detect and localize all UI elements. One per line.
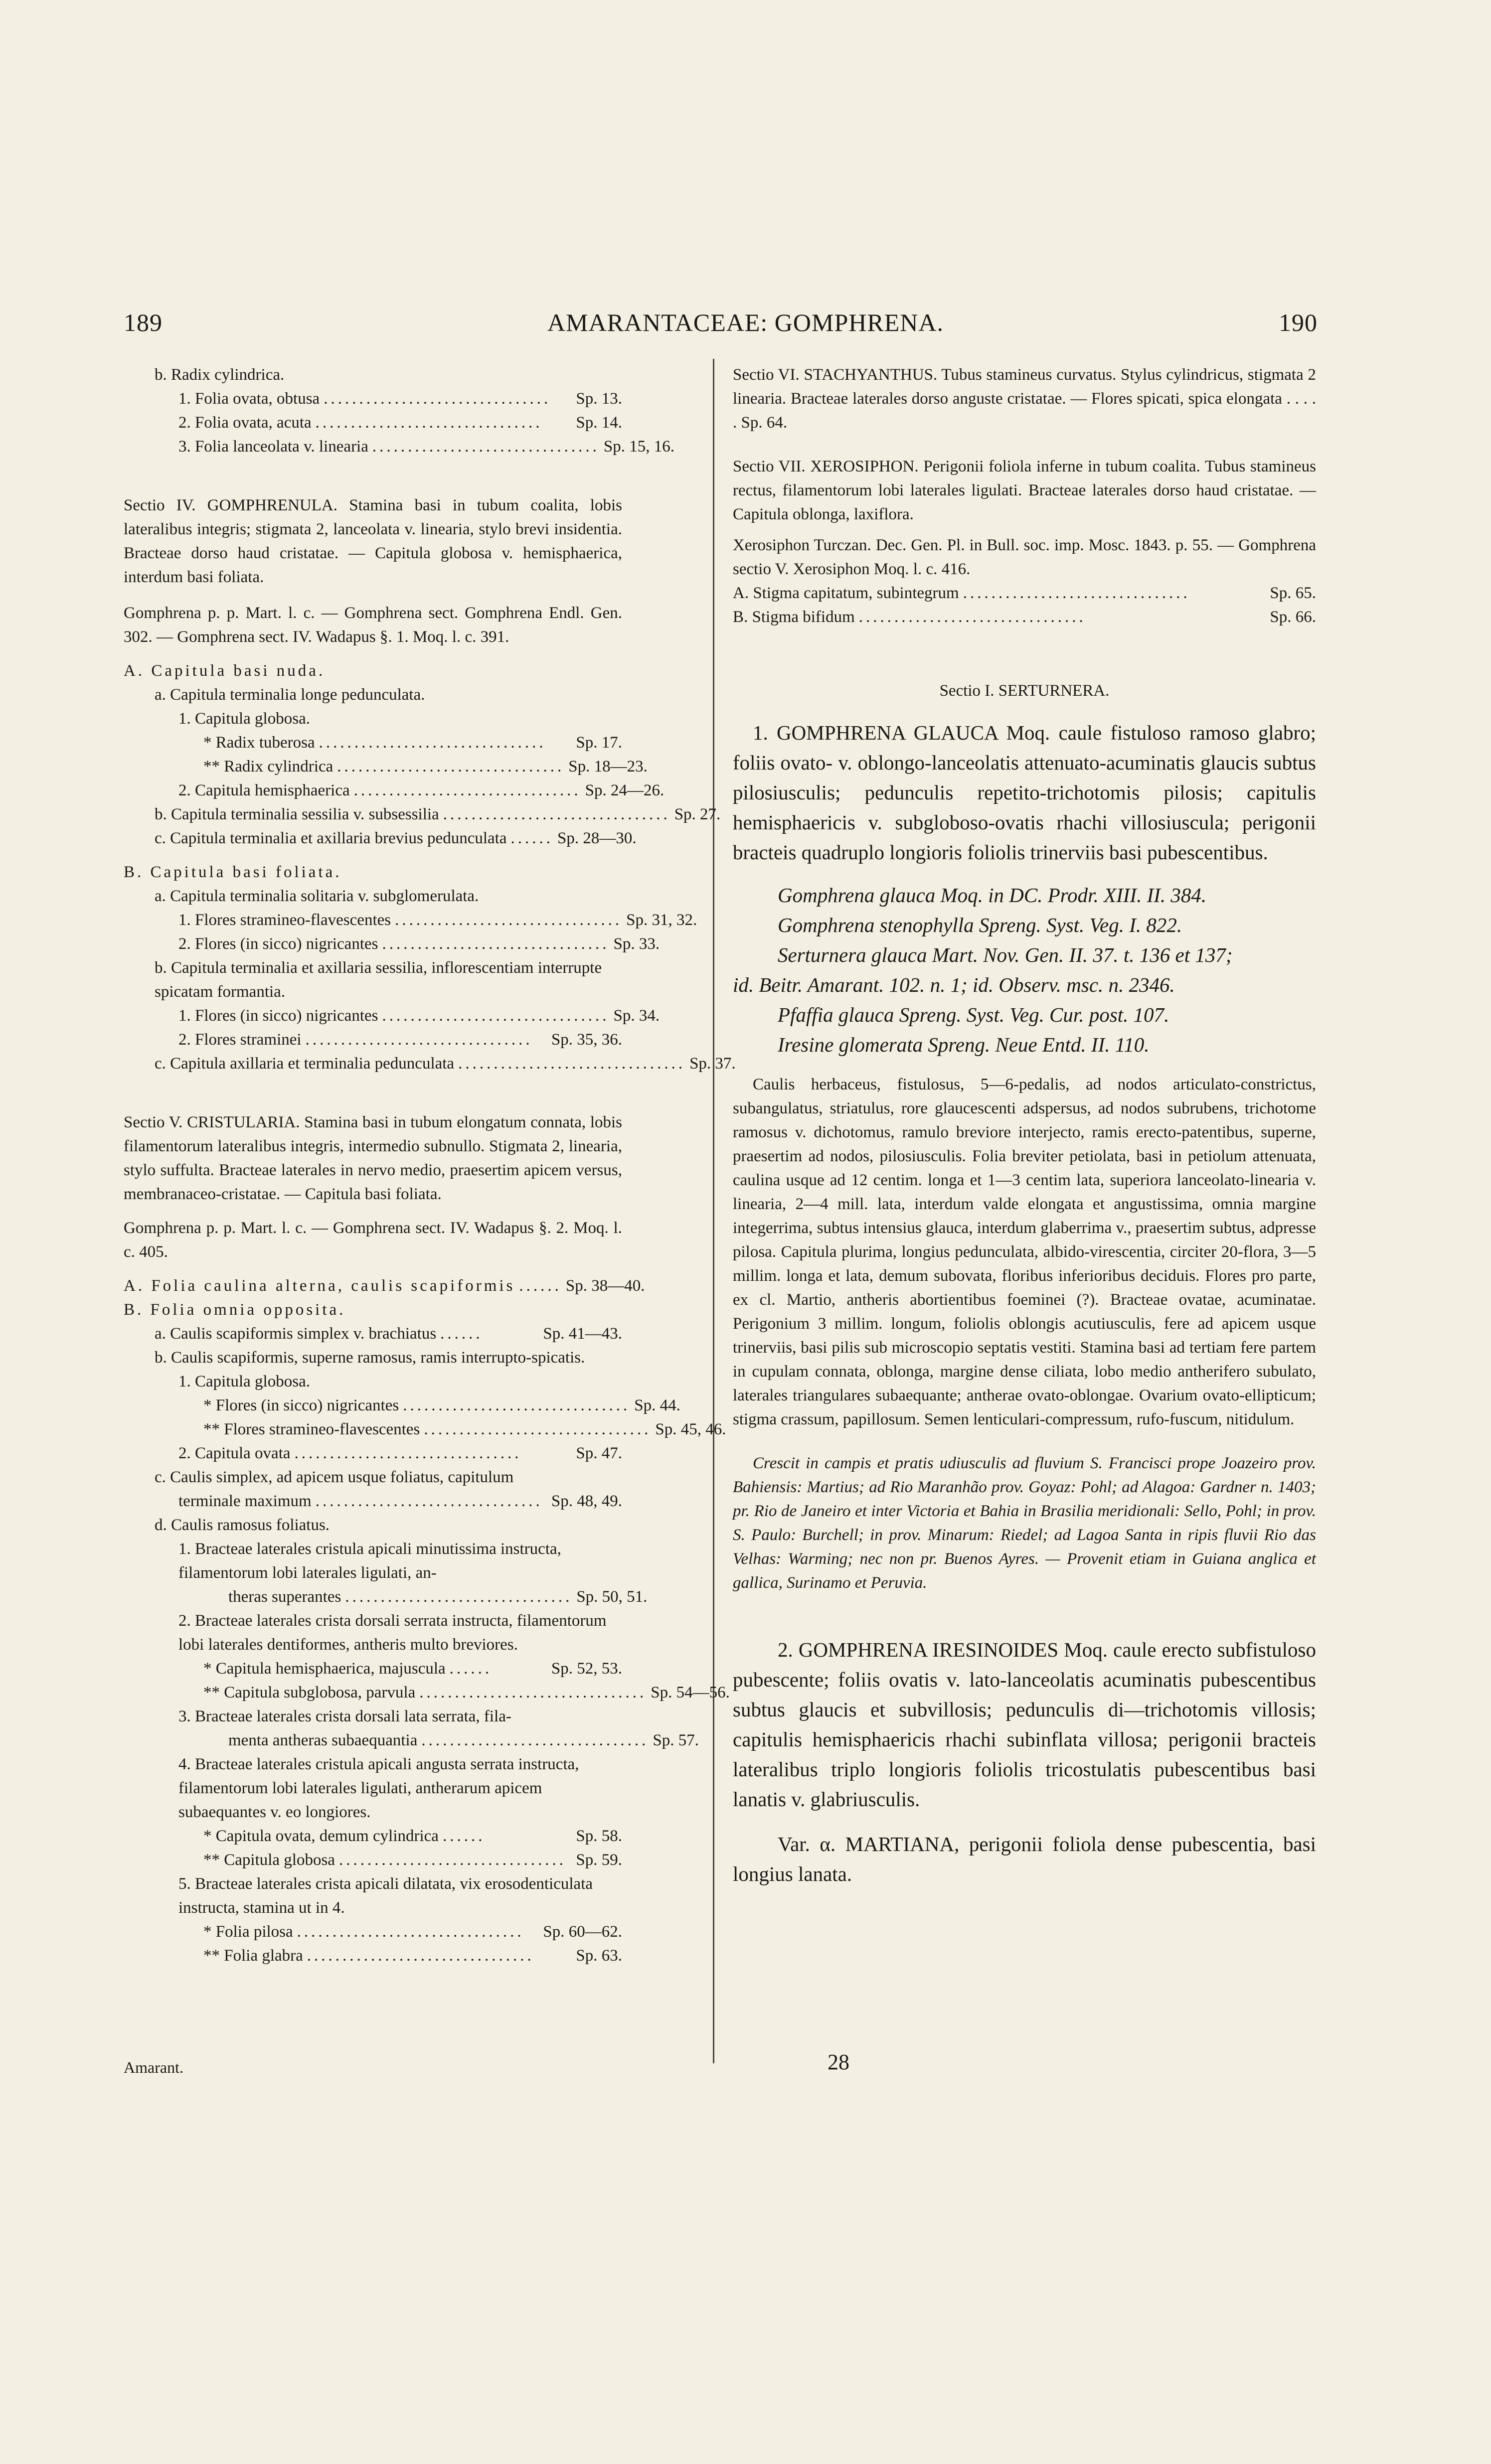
- key-line: * Capitula hemisphaerica, majuscula ...... Sp. 52, 53.: [203, 1660, 622, 1678]
- key-line: 3. Bracteae laterales crista dorsali lata serrata, fila-: [178, 1707, 511, 1725]
- key-line: 2. Folia ovata, acuta ................................ Sp. 14.: [178, 414, 622, 432]
- key-line: B. Capitula basi foliata.: [124, 863, 342, 881]
- synonymy: Gomphrena p. p. Mart. l. c. — Gomphrena sect. Gomphrena Endl. Gen. 302. — Gomphrena sect. IV. Wadapus §. 1. Moq. l. c. 391.: [124, 604, 622, 646]
- key-line: 4. Bracteae laterales cristula apicali angusta serrata instructa, filamentorum lobi laterales ligulati, antherarum apicem subaequantes v. eo longiores.: [178, 1755, 579, 1821]
- key-line: 1. Folia ovata, obtusa ................................ Sp. 13.: [178, 390, 622, 408]
- key-line: a. Caulis scapiformis simplex v. brachiatus ...... Sp. 41—43.: [155, 1325, 622, 1343]
- key-line: * Radix tuberosa ................................ Sp. 17.: [203, 734, 622, 752]
- key-line: 2. Bracteae laterales crista dorsali serrata instructa, filamentorum lobi laterales dentiformes, antheris multo breviores.: [178, 1612, 607, 1654]
- page-number-right: 190: [1279, 308, 1318, 336]
- key-line: 5. Bracteae laterales crista apicali dilatata, vix erosodenticulata instructa, stamina ut in 4.: [178, 1875, 593, 1917]
- key-line: A. Folia caulina alterna, caulis scapiformis ...... Sp. 38—40.: [124, 1277, 645, 1295]
- key-line: b. Capitula terminalia sessilia v. subsessilia ................................ Sp. 27.: [155, 805, 721, 823]
- key-line: ** Capitula subglobosa, parvula ................................ Sp. 54—56.: [203, 1684, 730, 1701]
- key-line: b. Caulis scapiformis, superne ramosus, ramis interrupto-spicatis.: [155, 1349, 585, 1367]
- signature-mark: 28: [828, 2050, 849, 2074]
- key-line: 1. Capitula globosa.: [178, 710, 310, 728]
- key-line: * Folia pilosa ................................ Sp. 60—62.: [203, 1923, 622, 1941]
- key-line: ** Flores stramineo-flavescentes ................................ Sp. 45, 46.: [203, 1420, 726, 1438]
- variety: Var. α. MARTIANA, perigonii foliola dense pubescentia, basi longius lanata.: [733, 1833, 1316, 1885]
- running-head: AMARANTACEAE: GOMPHRENA.: [547, 308, 944, 336]
- species-description: Caulis herbaceus, fistulosus, 5—6-pedalis, ad nodos articulato-constrictus, subangulatus, striatulus, rore glaucescenti adspersus, ad nodos subrubens, trichotome ramosus v. dichotomus, ramulo breviore interjecto, ramis erecto-patentibus, superne, praesertim ad nodos, pilosiusculis. Folia breviter petiolata, basi in petiolum attenuata, caulina usque ad 12 centim. longa et 1—3 centim lata, superiora lanceolato-linearia v. linearia, 2—4 mill. lata, interdum valde elongata et angustissima, omnia margine integerrima, subtus intensius glauca, interdum glaberrima v., praesertim subtus, adpresse pilosa. Capitula plurima, longius pedunculata, albido-virescentia, circiter 20-flora, 3—5 millim. longa et lata, demum subovata, floribus inferioribus deciduis. Flores pro parte, ex cl. Martio, antheris abortientibus foeminei (?). Bracteae ovatae, acuminatae. Perigonium 3 millim. longum, foliolis oblongis acutiusculis, fere ad apicem usque trinerviis, basi pilis sub microscopio septatis vestiti. Stamina basi ad tertiam fere partem in cupulam connata, oblonga, margine dense ciliata, lobo medio antherifero subulato, laterales triangulares subaequante; antherae ovato-oblongae. Ovarium ovato-ellipticum; stigma crassum, papillosum. Semen lenticulari-compressum, rufo-fuscum, nitidulum.: [733, 1076, 1316, 1428]
- key-line: * Capitula ovata, demum cylindrica ...... Sp. 58.: [203, 1827, 622, 1845]
- key-line: 1. Flores stramineo-flavescentes ................................ Sp. 31, 32.: [178, 911, 697, 929]
- key-line: * Flores (in sicco) nigricantes ................................ Sp. 44.: [203, 1396, 680, 1414]
- synonym-line: Gomphrena stenophylla Spreng. Syst. Veg. I. 822.: [778, 914, 1182, 936]
- species-diagnosis: 2. GOMPHRENA IRESINOIDES Moq. caule erecto subfistuloso pubescente; foliis ovatis v. lato-lanceolatis acuminatis pubescentibus subtus glaucis et subvillosis; pedunculis di—trichotomis villosis; capitulis hemisphaericis rhachi subinflata villosa; perigonii bracteis lateralibus triplo longioris foliolis tricostulatis pubescentibus basi lanatis v. glabriusculis.: [733, 1638, 1316, 1811]
- key-line: c. Caulis simplex, ad apicem usque foliatus, capitulum: [155, 1468, 514, 1486]
- key-line: c. Capitula terminalia et axillaria brevius pedunculata ...... Sp. 28—30.: [155, 829, 637, 847]
- key-line: B. Folia omnia opposita.: [124, 1301, 346, 1319]
- synonym-line: Serturnera glauca Mart. Nov. Gen. II. 37. t. 136 et 137;: [778, 943, 1233, 966]
- key-line: 2. Capitula hemisphaerica ................................ Sp. 24—26.: [178, 781, 664, 799]
- section-heading: Sectio I. SERTURNERA.: [939, 682, 1110, 700]
- key-line: B. Stigma bifidum ................................ Sp. 66.: [733, 608, 1316, 626]
- key-line: 1. Flores (in sicco) nigricantes ................................ Sp. 34.: [178, 1007, 660, 1025]
- key-line: b. Capitula terminalia et axillaria sessilia, inflorescentiam interrupte spicatam formantia.: [155, 959, 602, 1001]
- key-line: a. Capitula terminalia longe pedunculata.: [155, 686, 425, 704]
- key-line: menta antheras subaequantia ................................ Sp. 57.: [228, 1731, 699, 1749]
- page-number-left: 189: [124, 308, 163, 336]
- species-diagnosis: 1. GOMPHRENA GLAUCA Moq. caule fistuloso ramoso glabro; foliis ovato- v. oblongo-lanceolatis attenuato-acuminatis glaucis subtus pilosiusculis; pedunculis repetito-trichotomis pilosis; capitulis hemisphaericis v. subgloboso-ovatis rhachi villosiuscula; perigonii bracteis quadruplo longioris foliolis trinerviis basi pubescentibus.: [733, 721, 1316, 864]
- column-divider: [713, 359, 714, 2063]
- right-column: [733, 363, 1316, 1889]
- footer-note: Amarant.: [124, 2058, 183, 2076]
- synonymy: Xerosiphon Turczan. Dec. Gen. Pl. in Bull. soc. imp. Mosc. 1843. p. 55. — Gomphrena sectio V. Xerosiphon Moq. l. c. 416.: [733, 536, 1316, 578]
- key-line: 1. Capitula globosa.: [178, 1373, 310, 1390]
- key-line: ** Folia glabra ................................ Sp. 63.: [203, 1947, 622, 1965]
- key-line: c. Capitula axillaria et terminalia pedunculata ................................ Sp. 37.: [155, 1055, 736, 1073]
- synonym-line: Gomphrena glauca Moq. in DC. Prodr. XIII. II. 384.: [778, 884, 1207, 907]
- section-paragraph: Sectio VII. XEROSIPHON. Perigonii foliola inferne in tubum coalita. Tubus stamineus rectus, filamentorum lobi laterales ligulati. Bracteae laterales dorso haud cristatae. — Capitula oblonga, laxiflora.: [733, 458, 1316, 523]
- section-paragraph: Sectio VI. STACHYANTHUS. Tubus stamineus curvatus. Stylus cylindricus, stigmata 2 linearia. Bracteae laterales dorso anguste cristatae. — Flores spicati, spica elongata . . . . . Sp. 64.: [733, 366, 1316, 432]
- left-column: [124, 363, 736, 1968]
- key-line: ** Capitula globosa ................................ Sp. 59.: [203, 1851, 622, 1869]
- key-line: 2. Flores (in sicco) nigricantes ................................ Sp. 33.: [178, 935, 660, 953]
- synonym-line: Pfaffia glauca Spreng. Syst. Veg. Cur. post. 107.: [778, 1003, 1169, 1026]
- key-line: d. Caulis ramosus foliatus.: [155, 1516, 330, 1534]
- key-line: A. Stigma capitatum, subintegrum ................................ Sp. 65.: [733, 584, 1316, 602]
- key-line: 3. Folia lanceolata v. linearia ................................ Sp. 15, 16.: [178, 438, 674, 456]
- synonym-line: Iresine glomerata Spreng. Neue Entd. II. 110.: [778, 1033, 1150, 1056]
- key-line: 2. Flores straminei ................................ Sp. 35, 36.: [178, 1031, 622, 1049]
- section-paragraph: Sectio V. CRISTULARIA. Stamina basi in tubum elongatum connata, lobis filamentorum lateralibus integris, intermedio subnullo. Stigmata 2, linearia, stylo suffulta. Bracteae laterales in nervo medio, praesertim apicem versus, membranaceo-cristatae. — Capitula basi foliata.: [124, 1113, 622, 1203]
- key-line: A. Capitula basi nuda.: [124, 662, 326, 680]
- key-line: 1. Bracteae laterales cristula apicali minutissima instructa, filamentorum lobi laterales ligulati, an-: [178, 1540, 561, 1582]
- key-line: terminale maximum ................................ Sp. 48, 49.: [178, 1492, 622, 1510]
- synonymy: Gomphrena p. p. Mart. l. c. — Gomphrena sect. IV. Wadapus §. 2. Moq. l. c. 405.: [124, 1219, 622, 1261]
- key-line: ** Radix cylindrica ................................ Sp. 18—23.: [203, 758, 648, 775]
- habitat: Crescit in campis et pratis udiusculis ad fluvium S. Francisci prope Joazeiro prov. Bahiensis: Martius; ad Rio Maranhão prov. Goyaz: Pohl; ad Alagoa: Gardner n. 1403; pr. Rio de Janeiro et inter Victoria et Bahia in Brasilia meridionali: Sello, Pohl; in prov. S. Paulo: Burchell; in prov. Minarum: Riedel; ad Lagoa Santa in ripis fluvii Rio das Velhas: Warming; nec non pr. Buenos Ayres. — Provenit etiam in Guiana anglica et gallica, Surinamo et Peruvia.: [733, 1454, 1316, 1592]
- key-line: b. Radix cylindrica.: [155, 366, 285, 384]
- synonym-line: id. Beitr. Amarant. 102. n. 1; id. Observ. msc. n. 2346.: [733, 973, 1175, 996]
- section-paragraph: Sectio IV. GOMPHRENULA. Stamina basi in tubum coalita, lobis lateralibus integris; stigmata 2, lanceolata v. linearia, stylo brevi insidentia. Bracteae dorso haud cristatae. — Capitula globosa v. hemisphaerica, interdum basi foliata.: [124, 496, 622, 586]
- key-line: 2. Capitula ovata ................................ Sp. 47.: [178, 1444, 622, 1462]
- key-line: a. Capitula terminalia solitaria v. subglomerulata.: [155, 887, 479, 905]
- key-line: theras superantes ................................ Sp. 50, 51.: [228, 1588, 648, 1606]
